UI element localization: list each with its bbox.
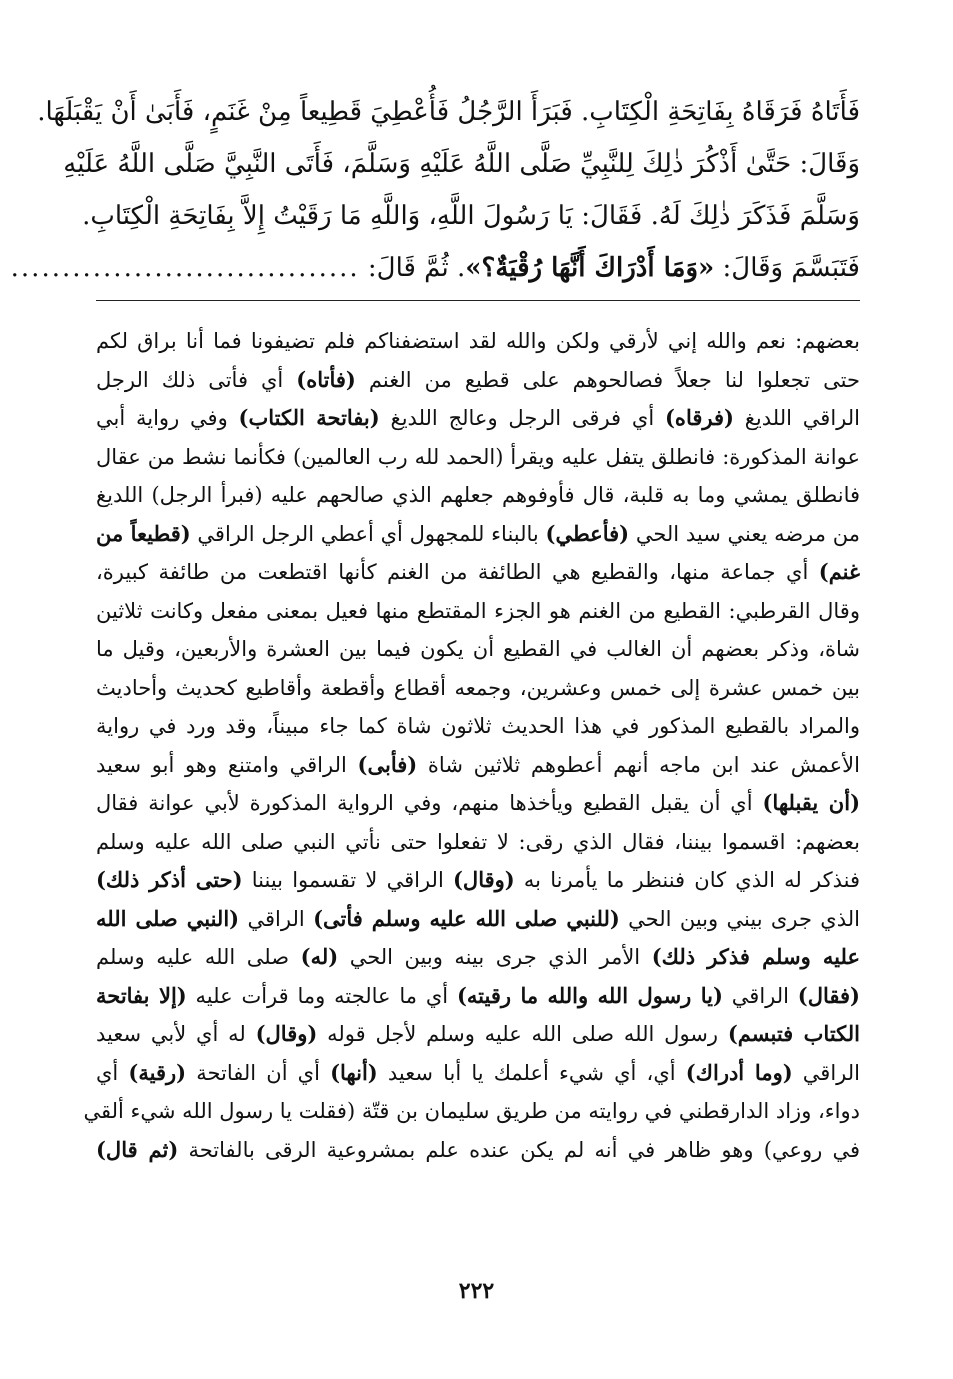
text-run: وفي رواية أبي bbox=[96, 406, 239, 430]
text-run: من مرضه يعني سيد الحي bbox=[629, 521, 860, 546]
commentary-line bbox=[83, 1092, 860, 1131]
commentary-line bbox=[96, 438, 860, 477]
commentary-line bbox=[96, 361, 860, 400]
text-run: أي bbox=[96, 1060, 129, 1085]
text-run: الذي جرى بيني وبين الحي bbox=[619, 906, 861, 931]
bold-phrase: (فأعطي) bbox=[545, 520, 630, 546]
text-run: الراقي وامتنع وهو أبو سعيد bbox=[96, 752, 358, 777]
bold-phrase: (وقال) bbox=[453, 867, 515, 892]
bold-phrase: عليه وسلم فذكر ذلك) bbox=[651, 944, 860, 969]
commentary-line bbox=[96, 553, 860, 592]
bold-phrase: (حتى أذكر ذلك) bbox=[96, 867, 243, 892]
hadith-text bbox=[10, 86, 860, 294]
bold-phrase: (للنبي صلى الله عليه وسلم فأتى) bbox=[313, 905, 620, 931]
text-run: فَأَتَاهُ فَرَقَاهُ بِفَاتِحَةِ الْكِتَابِ. فَبَرَأَ الرَّجُلُ فَأُعْطِيَ قَطِيعاً مِنْ غَنَمٍ، فَأَبَىٰ أَنْ يَقْبَلَهَا. bbox=[37, 97, 860, 127]
hadith-line bbox=[10, 242, 860, 294]
text-run: أي، أي شيء أعلمك يا أبا سعيد bbox=[377, 1060, 686, 1085]
text-run: بالبناء للمجهول أي أعطي الرجل الراقي bbox=[190, 521, 546, 546]
text-run: أي ما عالجته وما قرأت عليه bbox=[186, 983, 457, 1008]
commentary-line bbox=[96, 707, 860, 746]
hadith-line bbox=[82, 190, 860, 242]
bold-phrase: (فأتاه) bbox=[296, 366, 356, 392]
commentary-line bbox=[96, 977, 860, 1016]
hadith-line bbox=[63, 138, 860, 190]
text-run: أي فرقى الرجل وعالج اللديغ bbox=[379, 406, 665, 430]
text-run: وَقَالَ: حَتَّىٰ أَذْكُرَ ذٰلِكَ لِلنَّبِيِّ صَلَّى اللَّهُ عَلَيْهِ وَسَلَّمَ، فَأَتَى النَّبِيَّ صَلَّى اللَّهُ عَلَيْهِ bbox=[63, 149, 860, 179]
text-run: صلى الله عليه وسلم bbox=[96, 945, 301, 969]
commentary-line bbox=[96, 630, 860, 669]
commentary-line bbox=[96, 900, 860, 939]
commentary-line bbox=[96, 669, 860, 708]
text-run: وقال القرطبي: القطيع من الغنم هو الجزء المقتطع منها فعيل بمعنى مفعل وكانت ثلاثين bbox=[96, 598, 860, 623]
text-run: فانطلق يمشي وما به قلبة، قال فأوفوهم جعلهم الذي صالحهم عليه (فبرأ الرجل) اللديغ bbox=[96, 483, 860, 507]
text-run: شاة، وذكر بعضهم أن الغالب في القطيع أن يكون فيما بين العشرة والأربعين، وقيل ما bbox=[96, 637, 860, 661]
bold-phrase: (إلا بفاتحة bbox=[96, 982, 187, 1008]
text-run: بعضهم: اقسموا بيننا، فقال الذي رقى: لا تفعلوا حتى نأتي النبي صلى الله عليه وسلم bbox=[96, 829, 860, 854]
text-run: وَسَلَّمَ فَذَكَرَ ذٰلِكَ لَهُ. فَقَالَ: يَا رَسُولَ اللَّهِ، وَاللَّهِ مَا رَقَيْتُ إِلاَّ بِفَاتِحَةِ الْكِتَابِ. bbox=[82, 201, 860, 231]
bold-phrase: (قطيعاً من bbox=[96, 520, 191, 546]
text-run: له أي لأبي سعيد bbox=[96, 1022, 256, 1046]
text-run: الأمر الذي جرى بينه وبين الحي bbox=[338, 945, 652, 969]
text-run: في روعي) وهو ظاهر في أنه لم يكن عنده علم بمشروعية الرقى بالفاتحة bbox=[178, 1137, 861, 1162]
commentary-line bbox=[96, 1054, 860, 1093]
text-run: . ثُمَّ قَالَ: bbox=[359, 253, 466, 283]
bold-phrase: «وَمَا أَدْرَاكَ أَنَّهَا رُقْيَةٌ؟» bbox=[465, 253, 715, 283]
text-run: أي فأتى ذلك الرجل bbox=[96, 367, 297, 392]
bold-phrase: (فقال) bbox=[797, 982, 860, 1008]
commentary-line bbox=[96, 322, 860, 361]
bold-phrase: الكتاب فتبسم) bbox=[727, 1021, 860, 1046]
bold-phrase: (أنها) bbox=[330, 1059, 378, 1085]
commentary-line bbox=[96, 861, 860, 900]
text-run: الراقي اللديغ bbox=[733, 406, 860, 430]
commentary-line bbox=[96, 746, 860, 785]
commentary-line bbox=[96, 938, 860, 977]
bold-phrase: (بفاتحة الكتاب) bbox=[238, 405, 380, 430]
text-run: أي أن يقبل القطيع ويأخذها منهم، وفي الرواية المذكورة لأبي عوانة فقال bbox=[96, 791, 763, 815]
text-run: دواء، وزاد الدارقطني في روايته من طريق سليمان بن قتّة (فقلت يا رسول الله شيء ألقي bbox=[83, 1099, 860, 1123]
ellipsis-dots: .................................. bbox=[10, 253, 360, 283]
bold-phrase: (يا رسول الله والله ما رقيته) bbox=[456, 982, 723, 1008]
text-run: فنذكر له الذي كان فننظر ما يأمرنا به bbox=[514, 868, 860, 892]
text-run: الراقي لا تقسموا بيننا bbox=[242, 868, 453, 892]
bold-phrase: (فرقاه) bbox=[665, 405, 734, 430]
text-run: بعضهم: نعم والله إني لأرقي ولكن والله لقد استضفناكم فلم تضيفونا فما أنا براق لكم bbox=[96, 329, 860, 353]
bold-phrase: (فأبى) bbox=[357, 751, 418, 777]
text-run: بين خمس عشرة إلى خمس وعشرين، وجمعه أقطاع وأقطعة وأقاطيع كحديث وأحاديث bbox=[96, 675, 860, 700]
commentary-line bbox=[96, 592, 860, 631]
text-run: حتى تجعلوا لنا جعلاً فصالحوهم على قطيع من الغنم bbox=[355, 367, 860, 392]
text-run: عوانة المذكورة: فانطلق يتفل عليه ويقرأ (الحمد لله رب العالمين) فكأنما نشط من عقال bbox=[96, 444, 860, 469]
bold-phrase: (وقال) bbox=[255, 1021, 318, 1046]
commentary-line bbox=[96, 1131, 860, 1170]
bold-phrase: (أن يقبلها) bbox=[762, 790, 861, 815]
text-run: الراقي bbox=[792, 1060, 860, 1085]
text-run: رسول الله صلى الله عليه وسلم لأجل قوله bbox=[317, 1022, 728, 1046]
hadith-line bbox=[37, 86, 860, 138]
commentary-line bbox=[96, 399, 860, 438]
commentary-line bbox=[96, 823, 860, 862]
commentary-line bbox=[96, 784, 860, 823]
text-run: الأعمش عند ابن ماجه أنهم أعطوهم ثلاثين شاة bbox=[417, 752, 860, 777]
bold-phrase: غنم) bbox=[818, 559, 860, 584]
commentary-line bbox=[96, 1015, 860, 1054]
text-run: فَتَبَسَّمَ وَقَالَ: bbox=[714, 253, 860, 283]
text-run: والمراد بالقطيع المذكور في هذا الحديث ثلاثون شاة كما جاء مبيناً، وقد ورد في رواية bbox=[96, 714, 860, 738]
commentary-text bbox=[83, 322, 861, 1169]
text-run: أي جماعة منها، والقطيع هي الطائفة من الغنم كأنها اقتطعت من طائفة كبيرة، bbox=[96, 560, 819, 584]
text-run: الراقي bbox=[239, 906, 314, 931]
page-number: ٢٢٢ bbox=[458, 1278, 495, 1304]
bold-phrase: (النبي صلى الله bbox=[96, 905, 240, 931]
bold-phrase: (رقية) bbox=[128, 1059, 187, 1085]
text-run: أي أن الفاتحة bbox=[186, 1060, 331, 1085]
commentary-line bbox=[96, 515, 860, 554]
bold-phrase: (ثم قال) bbox=[96, 1136, 179, 1162]
text-run: الراقي bbox=[722, 983, 798, 1008]
footnote-separator bbox=[96, 300, 860, 301]
bold-phrase: (له) bbox=[300, 944, 339, 969]
bold-phrase: (وما أدراك) bbox=[685, 1059, 793, 1085]
commentary-line bbox=[96, 476, 860, 515]
